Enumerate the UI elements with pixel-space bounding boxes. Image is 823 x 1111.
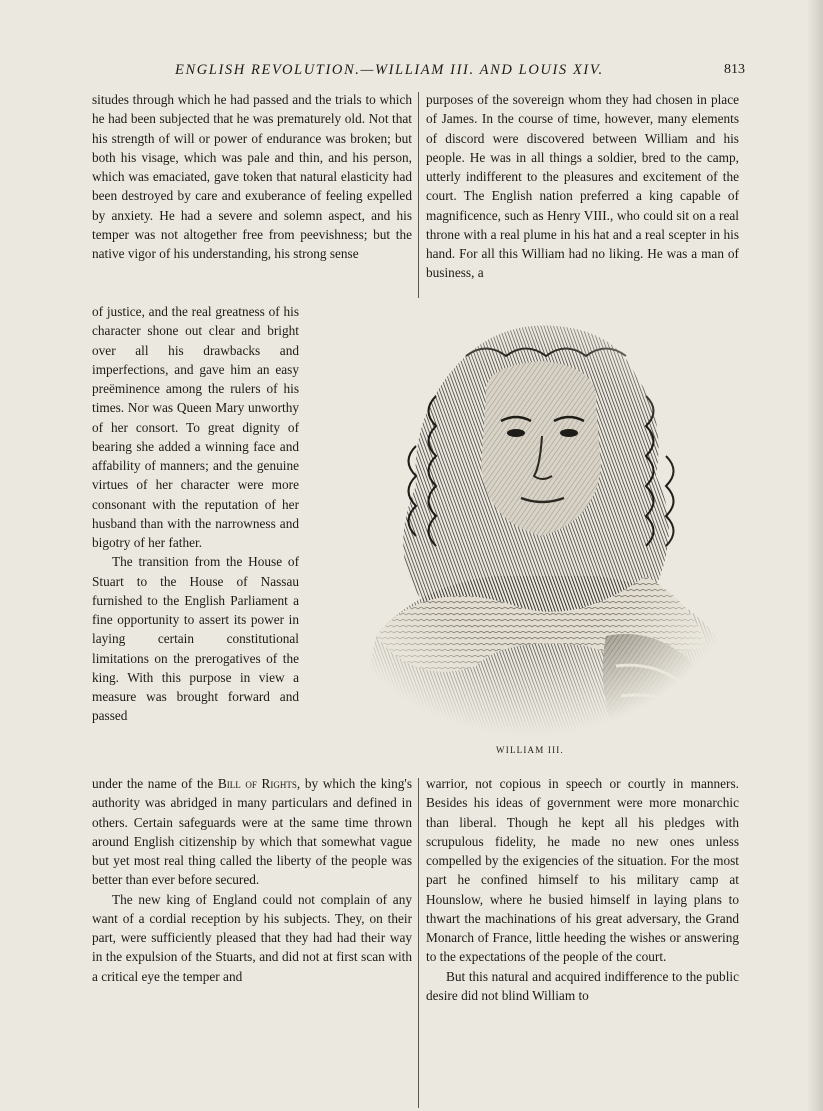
paragraph: warrior, not copious in speech or courtly in manners. Besides his ideas of government were more monarchic than liberal. Though he kept all his pledges with scrupulous fidelity, he made no new ones unless compelled by the exigencies of the situation. For the most part he confined himself to his military camp at Hounslow, where he busied himself in laying plans to thwart the machinations of his great adversary, the Grand Monarch of France, little heeding the wishes or answering to the expectations of the people of the court.	[426, 776, 739, 965]
running-title: ENGLISH REVOLUTION.—WILLIAM III. AND LOUIS XIV.	[175, 62, 604, 78]
column-rule-top	[418, 92, 419, 298]
paragraph: The transition from the House of Stuart to the House of Nassau furnished to the English Parliament a fine opportunity to assert its power in laying certain constitutional limitations on the prerogatives of the king. With this purpose in view a measure was brought forward and passed	[92, 554, 299, 724]
paragraph: situdes through which he had passed and the trials to which he had been subjected that he was prematurely old. Not that his strength of will or power of endurance was broken; but both his visage, which was pale and thin, and his person, which was emaciated, gave token that natural elasticity had been destroyed by care and exuberance of feeling expelled by anxiety. He had a severe and solemn aspect, and his temper was not altogether free from peevishness; but the native vigor of his understanding, his strong sense	[92, 92, 412, 261]
paragraph: under the name of the Bill of Rights, by which the king's authority was abridged in many particulars and defined in others. Certain safeguards were at the same time thrown around English citizenship by which that somewhat vague but yet most real thing called the liberty of the people was better than ever before secured.	[92, 776, 412, 888]
portrait-caption: WILLIAM III.	[496, 745, 564, 755]
left-column-bottom	[92, 774, 412, 986]
right-column-top	[426, 90, 739, 283]
page-number: 813	[724, 62, 745, 77]
column-rule-bottom	[418, 778, 419, 1108]
paragraph: But this natural and acquired indifference to the public desire did not blind William to	[426, 968, 739, 1003]
right-column-bottom	[426, 774, 739, 1005]
portrait-engraving	[316, 306, 744, 736]
page-edge-shadow	[807, 0, 823, 1111]
page-header	[95, 62, 745, 84]
left-column-top	[92, 90, 412, 263]
left-column-wrap	[92, 302, 299, 726]
bill-of-rights-term: Bill of Rights	[217, 776, 297, 791]
paragraph: of justice, and the real greatness of his character shone out clear and bright over all his drawbacks and imperfections, and gave him an easy preëminence among the rulers of his times. Nor was Queen Mary unworthy of her consort. To great dignity of bearing she added a winning face and affability of manners; and the genuine virtues of her character were more consonant with the reputation of her husband than with the narrowness and bigotry of her father.	[92, 304, 299, 550]
paragraph: The new king of England could not complain of any want of a cordial reception by his subjects. They, on their part, were sufficiently pleased that they had had their way in the expulsion of the Stuarts, and did not at first scan with a critical eye the temper and	[92, 891, 412, 984]
paragraph: purposes of the sovereign whom they had chosen in place of James. In the course of time, however, many elements of discord were discovered between William and his people. He was in all things a soldier, bred to the camp, utterly indifferent to the pleasures and excitement of the court. The English nation preferred a king capable of magnificence, such as Henry VIII., who could sit on a real throne with a real plume in his hat and a real scepter in his hand. For all this William had no liking. He was a man of business, a	[426, 92, 739, 281]
